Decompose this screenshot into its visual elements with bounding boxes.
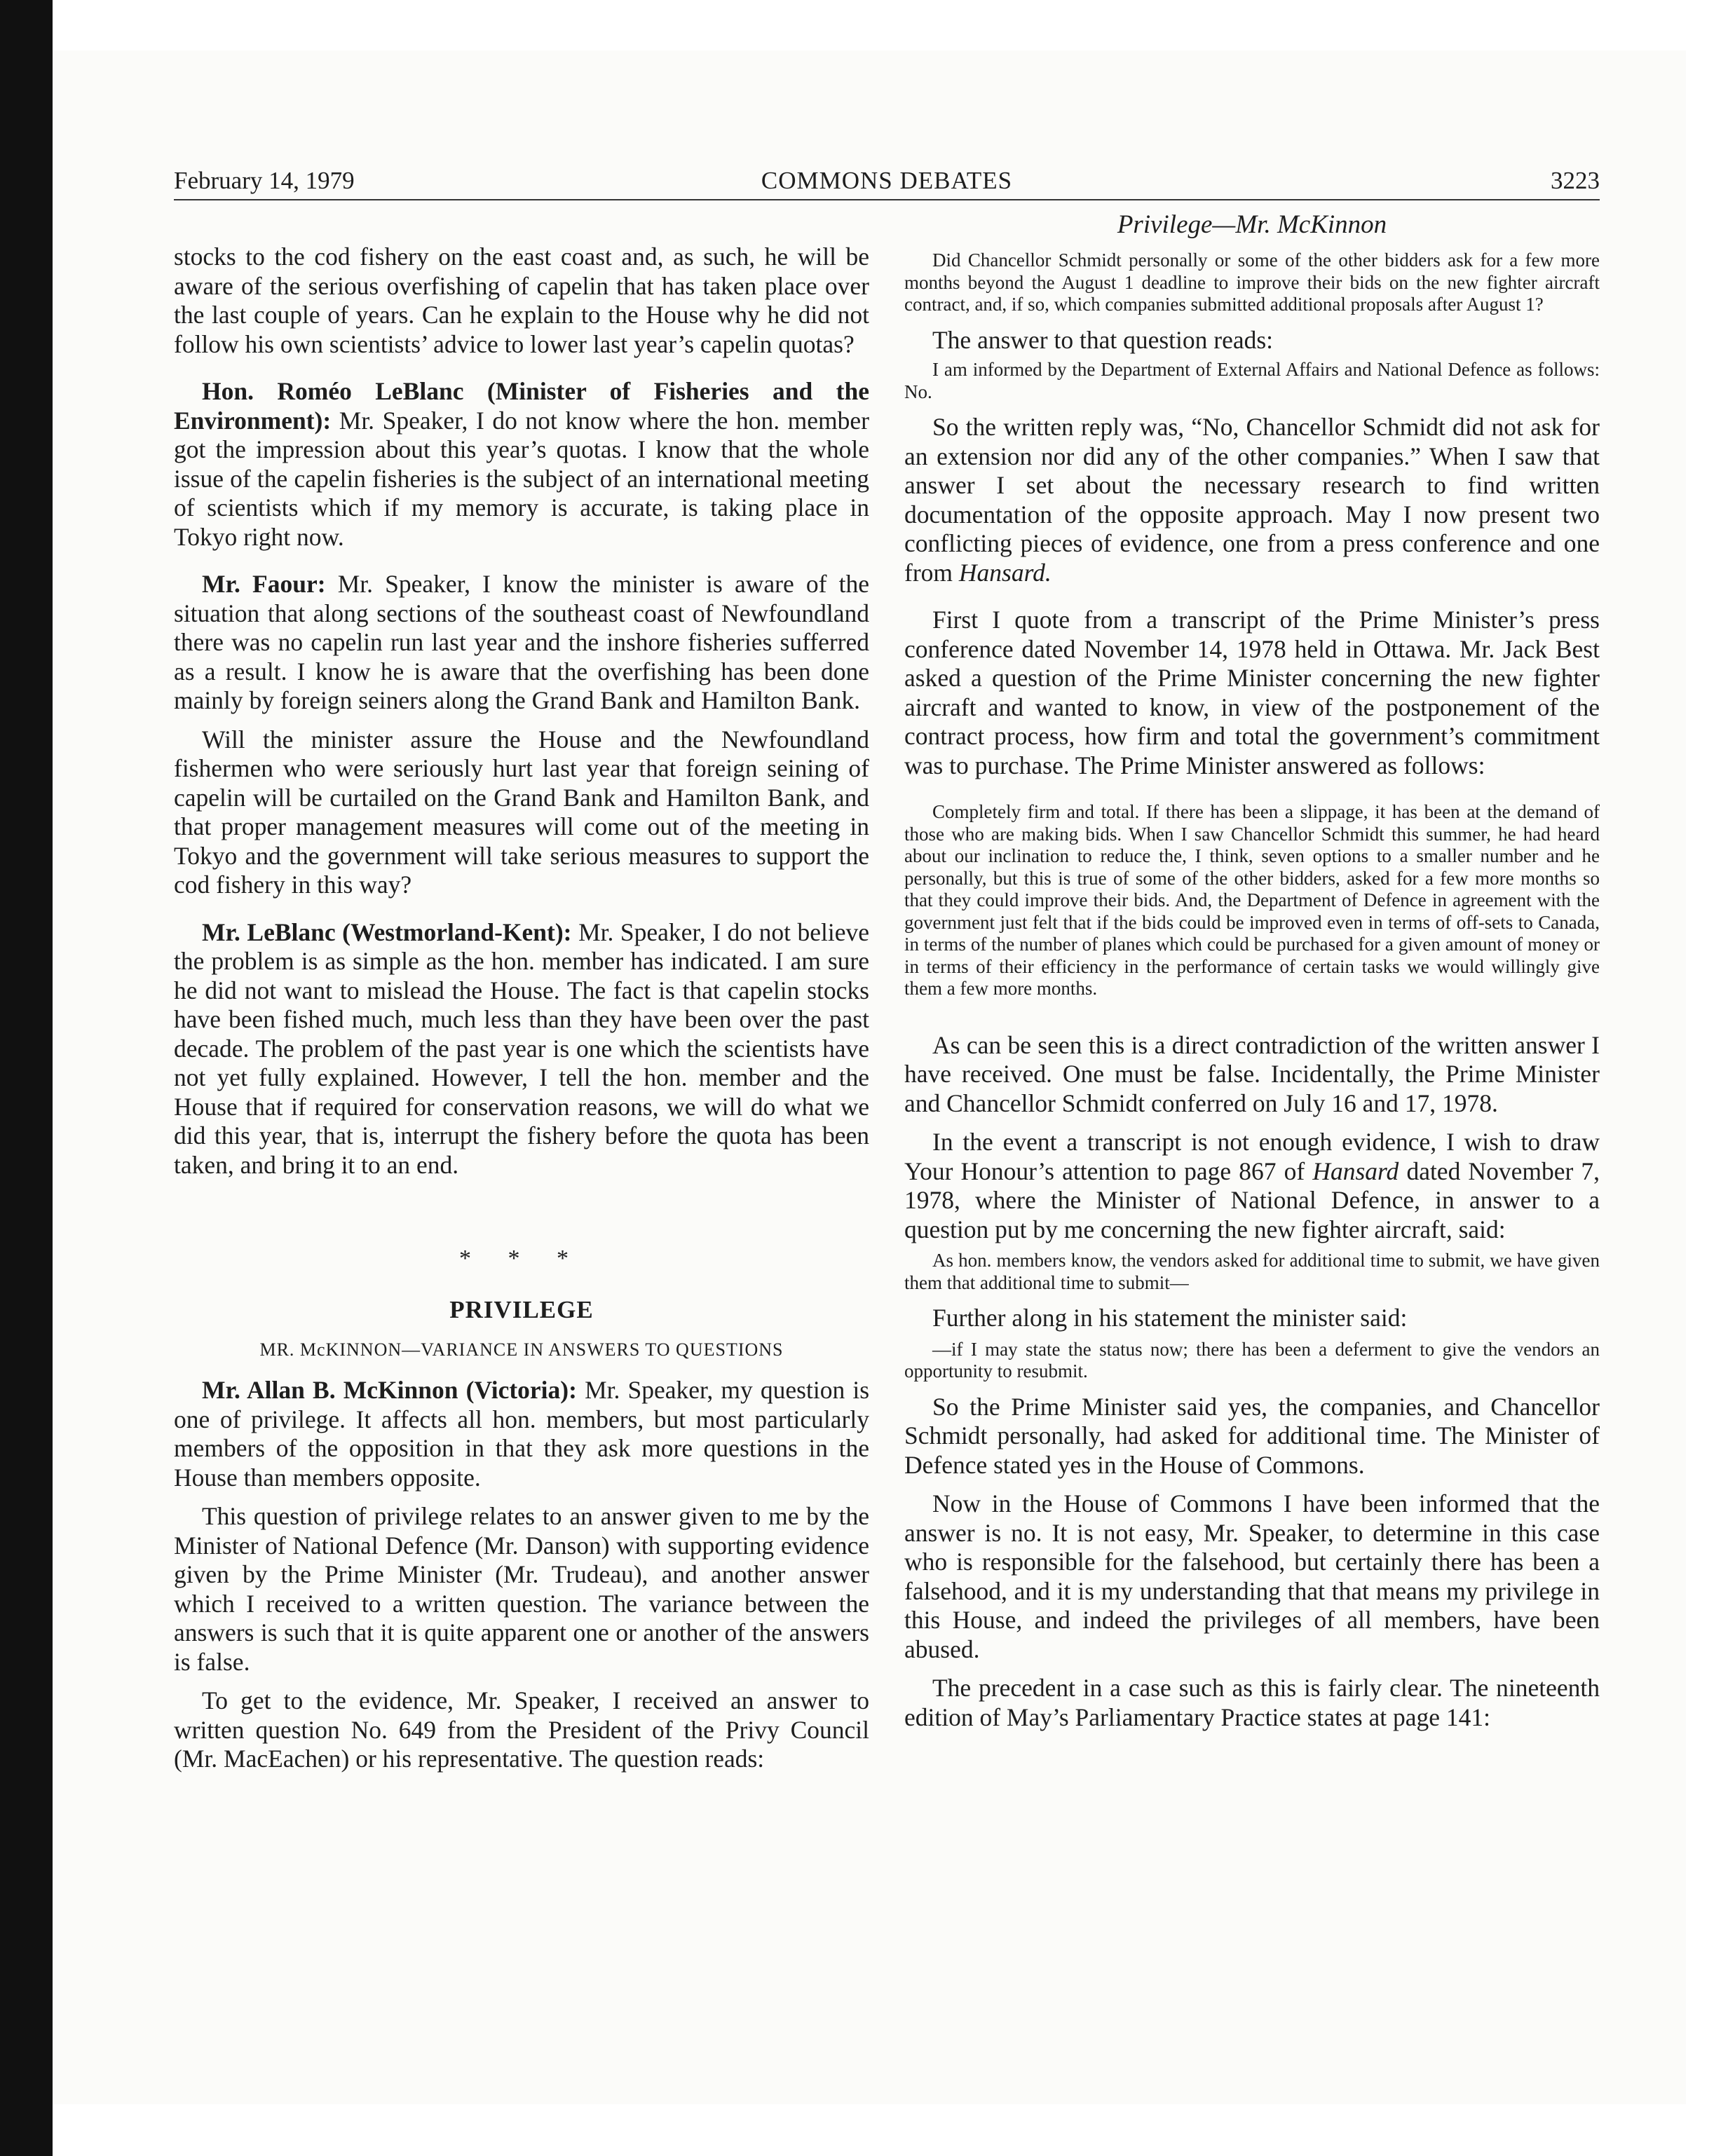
italic-term: Hansard. xyxy=(958,558,1052,587)
section-separator: * * * xyxy=(459,1246,584,1271)
speech-text: Mr. Speaker, I do not believe the problem is as simple as the hon. member has indicated. I am sure he did not want to mislead the House. The fact is that capelin stocks have been fished much, much less than they have been over the past decade. The problem of the past year is one which the scientists have not yet fully explained. However, I tell the hon. member and the House that if required for conservation reasons, we will do what we did this year, that is, interrupt the fishery before the quota has been taken, and bring it to an end. xyxy=(174,917,870,1179)
speaker-name: Hon. Roméo LeBlanc (Minister of Fisheries and the Environment): xyxy=(174,377,869,435)
paragraph: So the Prime Minister said yes, the companies, and Chancellor Schmidt personally, had asked for additional time. The Minister of Defence stated yes in the House of Commons. xyxy=(904,1392,1600,1479)
paragraph xyxy=(174,1376,869,1492)
quotation: Completely firm and total. If there has been a slippage, it has been at the demand of those who are making bids. When I saw Chancellor Schmidt this summer, he had heard about our inclination to reduce the, I think, seven options to a smaller number and he personally, but this is true of some of the other bidders, asked for a few more months so that they could improve their bids. And, the Department of Defence in agreement with the government just felt that if the bids could be improved even in terms of off-sets to Canada, in terms of the number of planes which could be purchased for a given amount of money or in terms of their efficiency in the performance of certain tasks we would willingly give them a few more months. xyxy=(904,801,1600,999)
paragraph xyxy=(174,377,869,552)
left-column xyxy=(174,210,869,1774)
paragraph-text: So the written reply was, “No, Chancellor Schmidt did not ask for an extension nor did any of the other companies.” When I saw that answer I set about the necessary research to find written documentation of the opposite approach. May I now present two conflicting pieces of evidence, one from a press conference and one from xyxy=(904,413,1600,587)
speech-text: Mr. Speaker, my question is one of privilege. It affects all hon. members, but most particularly members of the opposition in that they ask more questions in the House than members opposite. xyxy=(174,1376,870,1492)
paragraph: The answer to that question reads: xyxy=(932,325,1274,354)
paragraph xyxy=(904,413,1600,587)
running-head: Privilege—Mr. McKinnon xyxy=(1117,210,1387,239)
speaker-name: Mr. LeBlanc (Westmorland-Kent): xyxy=(202,917,572,946)
quotation: —if I may state the status now; there has been a deferment to give the vendors an opportunity to resubmit. xyxy=(904,1338,1600,1381)
italic-term: Hansard xyxy=(1312,1157,1399,1185)
paragraph: First I quote from a transcript of the Prime Minister’s press conference dated November 14, 1978 held in Ottawa. Mr. Jack Best asked a question of the Prime Minister concerning the new fighter aircraft and wanted to know, in view of the postponement of the contract process, how firm and total the government’s commitment was to purchase. The Prime Minister answered as follows: xyxy=(904,606,1600,779)
paragraph xyxy=(174,918,869,1180)
paragraph: stocks to the cod fishery on the east coast and, as such, he will be aware of the serious overfishing of capelin that has taken place over the last couple of years. Can he explain to the House why he did not follow his own scientists’ advice to lower last year’s capelin quotas? xyxy=(174,243,869,358)
paragraph: To get to the evidence, Mr. Speaker, I received an answer to written question No. 649 from the President of the Privy Council (Mr. MacEachen) or his representative. The question reads: xyxy=(174,1686,869,1773)
paragraph xyxy=(174,570,869,716)
paragraph: As can be seen this is a direct contradiction of the written answer I have received. One must be false. Incidentally, the Prime Minister and Chancellor Schmidt conferred on July 16 and 17, 1978. xyxy=(904,1030,1600,1117)
right-column xyxy=(904,210,1600,1732)
speaker-name: Mr. Faour: xyxy=(202,570,326,598)
header-title: COMMONS DEBATES xyxy=(761,167,1013,194)
section-title: PRIVILEGE xyxy=(449,1296,594,1323)
paragraph xyxy=(904,1128,1600,1244)
paragraph-text: In the event a transcript is not enough evidence, I wish to draw Your Honour’s attention to page 867 of xyxy=(904,1128,1600,1185)
paragraph: The precedent in a case such as this is fairly clear. The nineteenth edition of May’s Parliamentary Practice states at page 141: xyxy=(904,1674,1600,1731)
paragraph: Will the minister assure the House and the Newfoundland fishermen who were seriously hurt last year that foreign seining of capelin will be curtailed on the Grand Bank and Hamilton Bank, and that proper management measures will come out of the meeting in Tokyo and the government will take serious measures to support the cod fishery in this way? xyxy=(174,725,869,899)
speech-text: Mr. Speaker, I know the minister is aware of the situation that along sections of the southeast coast of Newfoundland there was no capelin run last year and the inshore fisheries sufferred as a result. I know he is aware that the overfishing has been done mainly by foreign seiners along the Grand Bank and Hamilton Bank. xyxy=(174,570,870,714)
header-date: February 14, 1979 xyxy=(174,167,355,194)
paragraph: This question of privilege relates to an answer given to me by the Minister of National Defence (Mr. Danson) with supporting evidence given by the Prime Minister (Mr. Trudeau), and another answer which I received to a written question. The variance between the answers is such that it is quite apparent one or another of the answers is false. xyxy=(174,1502,869,1676)
quotation: I am informed by the Department of External Affairs and National Defence as follows: No. xyxy=(904,359,1600,402)
paragraph: Now in the House of Commons I have been informed that the answer is no. It is not easy, Mr. Speaker, to determine in this case who is responsible for the falsehood, but certainly there has been a falsehood, and it is my understanding that that means my privilege in this House, and indeed the privileges of all members, have been abused. xyxy=(904,1489,1600,1663)
section-subtitle: MR. McKINNON—VARIANCE IN ANSWERS TO QUESTIONS xyxy=(259,1339,784,1360)
paragraph: Further along in his statement the minister said: xyxy=(932,1304,1408,1332)
quotation: Did Chancellor Schmidt personally or some of the other bidders ask for a few more months beyond the August 1 deadline to improve their bids on the new fighter aircraft contract, and, if so, which companies submitted additional proposals after August 1? xyxy=(904,250,1600,315)
header-page-number: 3223 xyxy=(1551,167,1600,194)
speaker-name: Mr. Allan B. McKinnon (Victoria): xyxy=(202,1376,577,1404)
page-header xyxy=(174,167,1600,200)
scan-edge-bar xyxy=(0,0,53,2156)
speech-text: Mr. Speaker, I do not know where the hon. member got the impression about this year’s quotas. I know that the whole issue of the capelin fisheries is the subject of an international meeting of scientists which if my memory is accurate, is taking place in Tokyo right now. xyxy=(174,406,869,551)
paragraph-text: dated November 7, 1978, where the Minister of National Defence, in answer to a question put by me concerning the new fighter aircraft, said: xyxy=(904,1157,1600,1243)
quotation: As hon. members know, the vendors asked for additional time to submit, we have given them that additional time to submit— xyxy=(904,1250,1600,1293)
